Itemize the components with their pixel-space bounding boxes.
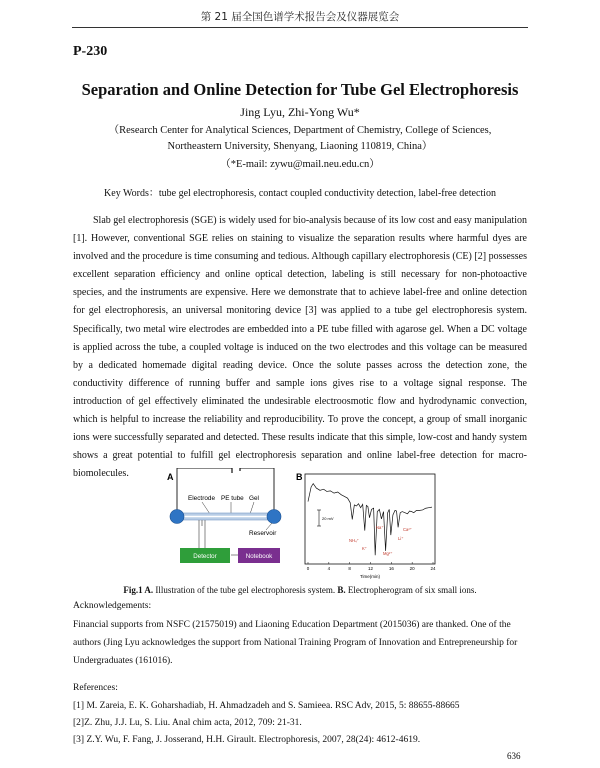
- acknowledgements-heading: Acknowledgements:: [73, 601, 152, 611]
- label-gel: Gel: [249, 495, 259, 502]
- x-tick-label: 16: [388, 566, 394, 571]
- paper-email: （*E-mail: zywu@mail.neu.edu.cn）: [220, 159, 380, 170]
- paper-affiliation: （Research Center for Analytical Sciences, Department of Chemistry, College of Sciences, Northeastern University, Shenyang, Liaoning 110819, China）: [108, 125, 492, 152]
- references-list: [73, 698, 527, 749]
- x-tick-label: 20: [409, 566, 415, 571]
- battery-icon: [232, 468, 240, 473]
- x-tick-label: 8: [348, 566, 351, 571]
- x-tick-label: 12: [367, 566, 374, 571]
- paper-code: P-230: [73, 44, 108, 59]
- label-reservoir: Reservoir: [249, 530, 277, 537]
- panel-b-letter: B: [296, 472, 303, 482]
- reference-item: [3] Z.Y. Wu, F. Fang, J. Josserand, H.H. Girault. Electrophoresis, 2007, 28(24): 4612-4619.: [73, 735, 421, 745]
- references-heading: References:: [73, 683, 118, 693]
- paper-title: Separation and Online Detection for Tube Gel Electrophoresis: [81, 80, 519, 99]
- reservoir-left: [170, 510, 184, 524]
- caption-a-label: Fig.1 A.: [123, 585, 154, 595]
- paper-abstract: Slab gel electrophoresis (SGE) is widely used for bio-analysis because of its low cost and easy manipulation [1]. However, conventional SGE relies on staining to visualize the separation results where harmful dyes are involved and the procedure is time consuming and tedious. Although capillary electrophoresis (CE) [2] possesses excellent separation efficiency and online optical detection, labeling is still necessary for non-photoactive species, and the instruments are expensive. Here we demonstrate that to achieve label-free and online detection for gel electrophoresis, an universal monitoring device [3] was applied to a tube gel electrophoresis system. Specifically, two metal wire electrodes are embedded into a PE tube filled with agarose gel. When a DC voltage is applied across the tube, a coupled voltage is induced on the two electrodes and this voltage can be measured by a dedicated homemade digital reading device. Once the solute passes across the detection zone, the conductivity difference of running buffer and sample ions gives rise to a voltage signal response. The introduction of gel effectively eliminated the undesirable electroosmotic flow and hydrodynamic convection, which is helpful to increase the reliability and reproducibility. To prove the concept, a group of small inorganic ions were successfully separated and detected. These results indicate that this simple, low-cost and handy system shows a great potential to fulfill gel electrophoresis separation and online label-free detection for macro-biomolecules.: [73, 215, 527, 480]
- peak-label-mg: Mg²⁺: [383, 551, 393, 556]
- peak-label-li: Li⁺: [398, 536, 404, 541]
- figure-1: [130, 468, 470, 580]
- panel-a-letter: A: [167, 472, 174, 482]
- paper-authors: Jing Lyu, Zhi-Yong Wu*: [240, 105, 360, 119]
- reference-item: [1] M. Zareia, E. K. Goharshadiab, H. Ahmadzadeh and S. Samieea. RSC Adv, 2015, 5: 88655-88665: [73, 701, 460, 711]
- voltage-circuit: [177, 468, 274, 516]
- page-number: 636: [507, 751, 521, 761]
- acknowledgements-text: Financial supports from NSFC (21575019) and Liaoning Education Department (2015036) are thanked. One of the authors (Jing Lyu acknowledges the support from National Training Program of Innovation and Entrepreneurship for Undergraduates (161016).: [73, 620, 518, 666]
- scale-bar-label: 20 mV: [322, 516, 334, 521]
- peak-labels: [349, 525, 412, 556]
- caption-b-label: B.: [337, 585, 346, 595]
- peak-label-nh4: NH₄⁺: [349, 538, 359, 543]
- x-tick-label: 0: [306, 566, 310, 571]
- label-detector: Detector: [193, 553, 217, 560]
- header-rule: [72, 27, 528, 28]
- label-notebook: Notebook: [245, 553, 273, 560]
- peak-label-na: Na⁺: [376, 525, 384, 530]
- x-axis-label: Time(min): [359, 574, 381, 579]
- scale-bar: [317, 510, 321, 526]
- x-ticks: [307, 562, 436, 571]
- caption-b-text: Electropherogram of six small ions.: [345, 585, 477, 595]
- label-pe-tube: PE tube: [221, 495, 244, 502]
- label-pointers: [202, 502, 254, 514]
- reservoir-right: [267, 510, 281, 524]
- x-tick-label: 4: [327, 566, 331, 571]
- running-header: 第 21 届全国色谱学术报告会及仪器展览会: [200, 11, 400, 23]
- peak-label-k: K⁺: [362, 546, 368, 551]
- x-tick-label: 24: [430, 566, 436, 571]
- figure-caption: [0, 585, 600, 595]
- reference-item: [2]Z. Zhu, J.J. Lu, S. Liu. Anal chim acta, 2012, 709: 21-31.: [73, 718, 302, 728]
- paper-keywords: Key Words：tube gel electrophoresis, contact coupled conductivity detection, label-free detection: [104, 188, 496, 199]
- peak-label-ca: Ca²⁺: [403, 527, 412, 532]
- label-electrode: Electrode: [188, 495, 215, 502]
- reservoir-pointer: [266, 523, 272, 530]
- caption-a-text: Illustration of the tube gel electrophoresis system.: [153, 585, 338, 595]
